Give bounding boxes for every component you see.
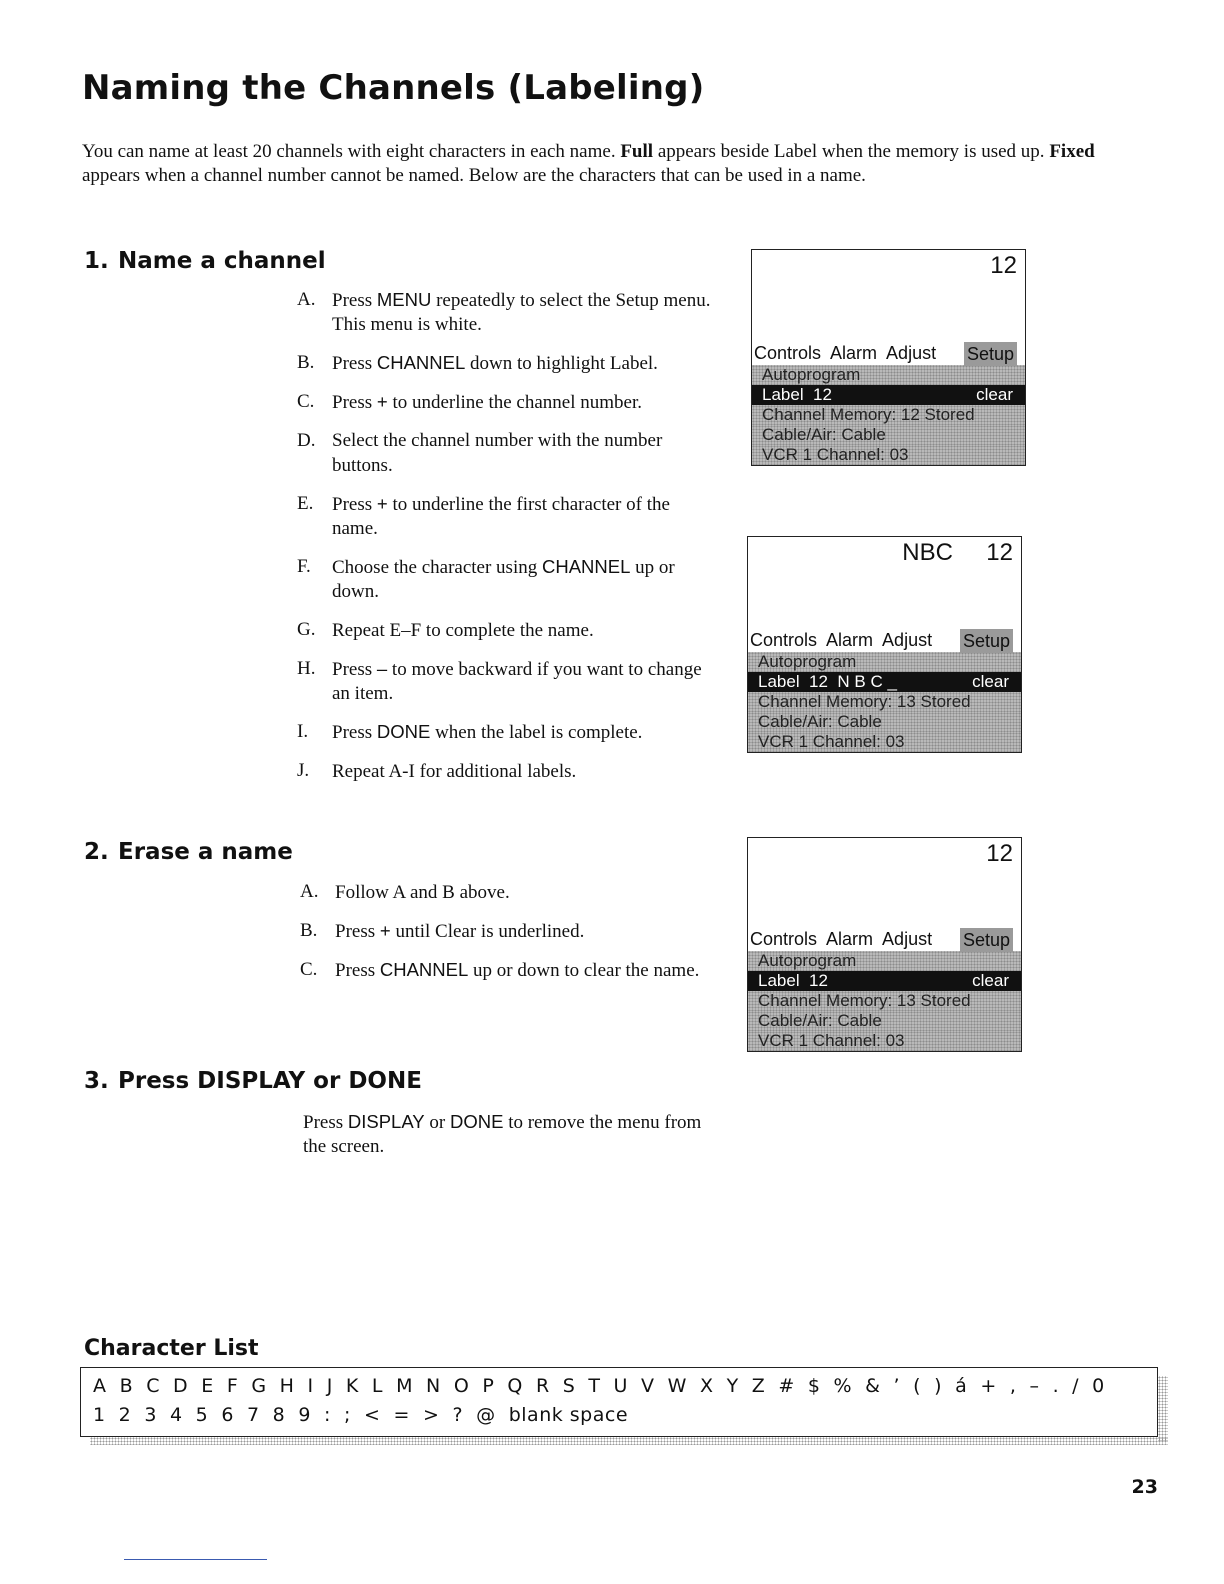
- section-1-steps: [297, 288, 717, 798]
- step-text: up or down to clear the name.: [468, 960, 700, 981]
- menu-row: Autoprogram: [752, 365, 1025, 385]
- menu-row: Cable/Air: Cable: [752, 425, 1025, 445]
- section-3-heading: [84, 1068, 422, 1094]
- menu-bar-items: Controls Alarm Adjust: [750, 630, 933, 650]
- section-2-steps: [300, 880, 720, 997]
- step-text: to underline the first character of the name.: [332, 494, 670, 539]
- section-1-heading: [84, 248, 326, 274]
- menu-row-label: [748, 971, 1021, 991]
- setup-menu: [748, 628, 1021, 752]
- step-key: CHANNEL: [376, 352, 466, 373]
- step-text: Press: [332, 392, 377, 413]
- step-item: [300, 958, 720, 983]
- step-item: [297, 618, 717, 643]
- step-text: when the label is complete.: [430, 722, 643, 743]
- menu-row: Autoprogram: [748, 652, 1021, 672]
- step-item: [300, 880, 720, 905]
- text-fragment: or: [424, 1112, 450, 1133]
- menu-row: Channel Memory: 12 Stored: [752, 405, 1025, 425]
- step-item: [297, 555, 717, 604]
- box-shadow-right: [1158, 1376, 1168, 1442]
- step-text: Choose the character using: [332, 557, 542, 578]
- step-key: CHANNEL: [379, 959, 469, 980]
- text-fragment: to remove the menu from the screen.: [303, 1112, 702, 1157]
- step-letter: G.: [297, 619, 316, 640]
- tv-screen-1: [751, 249, 1026, 466]
- step-letter: H.: [297, 658, 316, 679]
- step-key: –: [376, 658, 388, 679]
- character-list-heading: Character List: [84, 1336, 259, 1361]
- menu-selected-setup: Setup: [960, 928, 1013, 952]
- step-item: [297, 657, 717, 706]
- step-text: repeatedly to select the Setup menu. This menu is white.: [332, 290, 711, 335]
- character-line-2: 1 2 3 4 5 6 7 8 9 : ; < = > ? @ blank space: [93, 1404, 629, 1426]
- clear-option: clear: [972, 971, 1009, 990]
- step-text: Press: [332, 659, 377, 680]
- step-text: to move backward if you want to change an item.: [332, 659, 702, 704]
- tv-screen-2: [747, 536, 1022, 753]
- step-text: Select the channel number with the number buttons.: [332, 430, 663, 476]
- menu-row-label: [752, 385, 1025, 405]
- step-item: [297, 492, 717, 541]
- step-letter: C.: [300, 959, 318, 980]
- key-name: DISPLAY: [347, 1111, 425, 1132]
- step-key: +: [376, 391, 388, 412]
- step-text: to underline the channel number.: [387, 392, 642, 413]
- menu-row: Cable/Air: Cable: [748, 1011, 1021, 1031]
- menu-row-text: Label 12: [758, 971, 828, 990]
- step-letter: C.: [297, 391, 315, 412]
- step-letter: F.: [297, 556, 311, 577]
- menu-row-text: Label 12: [762, 385, 832, 404]
- menu-row: VCR 1 Channel: 03: [748, 1031, 1021, 1051]
- menu-row: Channel Memory: 13 Stored: [748, 692, 1021, 712]
- step-text: Repeat E–F to complete the name.: [332, 620, 594, 641]
- page-title: Naming the Channels (Labeling): [82, 68, 705, 108]
- step-letter: I.: [297, 721, 309, 742]
- step-text: Press: [335, 960, 380, 981]
- section-number: 1.: [84, 248, 109, 274]
- step-letter: E.: [297, 493, 314, 514]
- step-letter: A.: [300, 881, 319, 902]
- clear-option: clear: [976, 385, 1013, 404]
- setup-menu: [752, 341, 1025, 465]
- step-text: Repeat A-I for additional labels.: [332, 761, 577, 782]
- step-text: Press: [332, 290, 377, 311]
- intro-text-1: You can name at least 20 channels with eight characters in each name.: [82, 141, 616, 162]
- menu-bar: [748, 628, 1021, 652]
- section-title: Erase a name: [118, 839, 293, 865]
- step-key: DONE: [376, 721, 431, 742]
- step-text: until Clear is underlined.: [390, 921, 585, 942]
- step-text: Press: [335, 921, 380, 942]
- step-text: Press: [332, 494, 377, 515]
- page-number: 23: [1131, 1476, 1158, 1498]
- text-fragment: Press: [303, 1112, 348, 1133]
- step-item: [297, 759, 717, 784]
- step-letter: A.: [297, 289, 316, 310]
- channel-display: 12: [986, 840, 1013, 867]
- menu-row: VCR 1 Channel: 03: [752, 445, 1025, 465]
- step-item: [297, 429, 717, 478]
- step-item: [297, 351, 717, 376]
- step-text: Follow A and B above.: [335, 882, 510, 903]
- step-text: Press: [332, 353, 377, 374]
- footer-rule: [124, 1559, 267, 1560]
- menu-row: VCR 1 Channel: 03: [748, 732, 1021, 752]
- menu-selected-setup: Setup: [960, 629, 1013, 653]
- menu-bar-items: Controls Alarm Adjust: [750, 929, 933, 949]
- step-item: [297, 390, 717, 415]
- intro-paragraph: [82, 140, 1152, 188]
- step-text: Press: [332, 722, 377, 743]
- section-number: 3.: [84, 1068, 109, 1094]
- intro-text-3: appears when a channel number cannot be named. Below are the characters that can be used in a name.: [82, 165, 866, 186]
- step-item: [300, 919, 720, 944]
- character-list-box: [80, 1367, 1158, 1437]
- menu-bar: [752, 341, 1025, 365]
- setup-menu: [748, 927, 1021, 1051]
- channel-display: 12: [990, 252, 1017, 279]
- intro-full-keyword: Full: [620, 141, 654, 162]
- section-number: 2.: [84, 839, 109, 865]
- menu-row-text: Label 12 N B C _: [758, 672, 897, 691]
- clear-option: clear: [972, 672, 1009, 691]
- intro-fixed-keyword: Fixed: [1049, 141, 1095, 162]
- tv-screen-3: [747, 837, 1022, 1052]
- character-line-1: A B C D E F G H I J K L M N O P Q R S T U V W X Y Z # $ % & ’ ( ) á + , – . / 0: [93, 1375, 1105, 1397]
- step-key: CHANNEL: [541, 556, 631, 577]
- intro-text-2: appears beside Label when the memory is used up.: [657, 141, 1045, 162]
- section-title: Press DISPLAY or DONE: [118, 1068, 422, 1094]
- section-title: Name a channel: [118, 248, 326, 274]
- key-name: DONE: [449, 1111, 504, 1132]
- step-key: +: [376, 493, 388, 514]
- step-letter: J.: [297, 760, 310, 781]
- step-text: up or down.: [332, 557, 675, 602]
- menu-row: Channel Memory: 13 Stored: [748, 991, 1021, 1011]
- channel-display: NBC 12: [902, 539, 1013, 566]
- menu-row: Cable/Air: Cable: [748, 712, 1021, 732]
- step-letter: B.: [300, 920, 318, 941]
- step-key: MENU: [376, 289, 432, 310]
- step-item: [297, 288, 717, 337]
- step-letter: B.: [297, 352, 315, 373]
- menu-selected-setup: Setup: [964, 342, 1017, 366]
- menu-bar: [748, 927, 1021, 951]
- step-letter: D.: [297, 430, 316, 451]
- section-2-heading: [84, 839, 293, 865]
- step-item: [297, 720, 717, 745]
- menu-row-label: [748, 672, 1021, 692]
- step-key: +: [379, 920, 391, 941]
- menu-row: Autoprogram: [748, 951, 1021, 971]
- menu-bar-items: Controls Alarm Adjust: [754, 343, 937, 363]
- section-3-text: [303, 1110, 723, 1159]
- step-text: down to highlight Label.: [465, 353, 658, 374]
- box-shadow-bottom: [90, 1437, 1168, 1445]
